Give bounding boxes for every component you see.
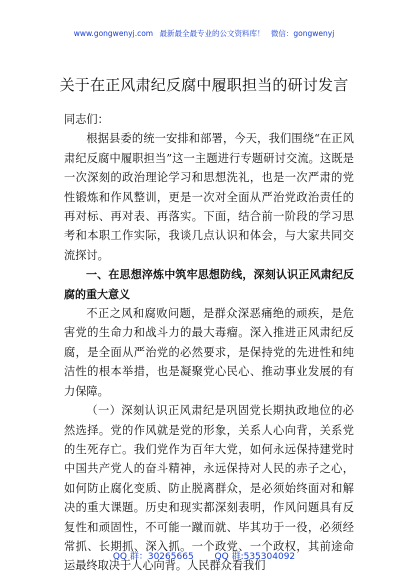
document-title: 关于在正风肃纪反腐中履职担当的研讨发言 <box>59 76 349 94</box>
section-heading: 一、在思想淬炼中筑牢思想防线，深刻认识正风肃纪反腐的重大意义 <box>64 268 354 301</box>
site-slogan: 最新最全最专业的公文资料库！ <box>159 29 265 38</box>
body-paragraph: 根据县委的统一安排和部署，今天，我们围绕“在正风肃纪反腐中履职担当”这一主题进行专题研讨交流。这既是一次深刻的政治理论学习和思想洗礼，也是一次严肃的党性锻炼和作风整训，更是一次对全面从严治党政治责任的再对标、再对表、再落实。下面，结合前一阶段的学习思考和本职工作实际，我谈几点认识和体会，与大家共同交流探讨。 <box>64 132 354 262</box>
qq-group-2: QQ 群:535304092 <box>214 552 296 562</box>
body-paragraph: 不正之风和腐败问题，是群众深恶痛绝的顽疾，是危害党的生命力和战斗力的最大毒瘤。深入推进正风肃纪反腐，是全面从严治党的必然要求，是保持党的先进性和纯洁性的根本举措，也是凝聚党心民心、推动事业发展的有力保障。 <box>64 307 354 398</box>
qq-group-1: QQ 群：30265665 <box>112 552 194 562</box>
site-header <box>0 28 408 39</box>
body-paragraph: （一）深刻认识正风肃纪是巩固党长期执政地位的必然选择。党的作风就是党的形象，关系人心向背，关系党的生死存亡。我们党作为百年大党，如何永远保持建党时中国共产党人的奋斗精神，永远保持对人民的赤子之心，如何防止腐化变质、防止脱离群众，是必须始终面对和解决的重大课题。历史和现实都深刻表明，作风问题具有反复性和顽固性，不可能一蹴而就、毕其功于一役，必须经常抓、长期抓、深入抓。一个政党、一个政权，其前途命运最终取决于人心向背。人民群众看我们 <box>64 404 354 573</box>
site-url-link[interactable]: www.gongwenyj.com <box>73 29 154 38</box>
page-footer <box>0 549 408 562</box>
wechat-contact: 微信：gongwenyj <box>270 29 335 38</box>
salutation: 同志们： <box>64 113 109 126</box>
document-body <box>64 110 354 576</box>
